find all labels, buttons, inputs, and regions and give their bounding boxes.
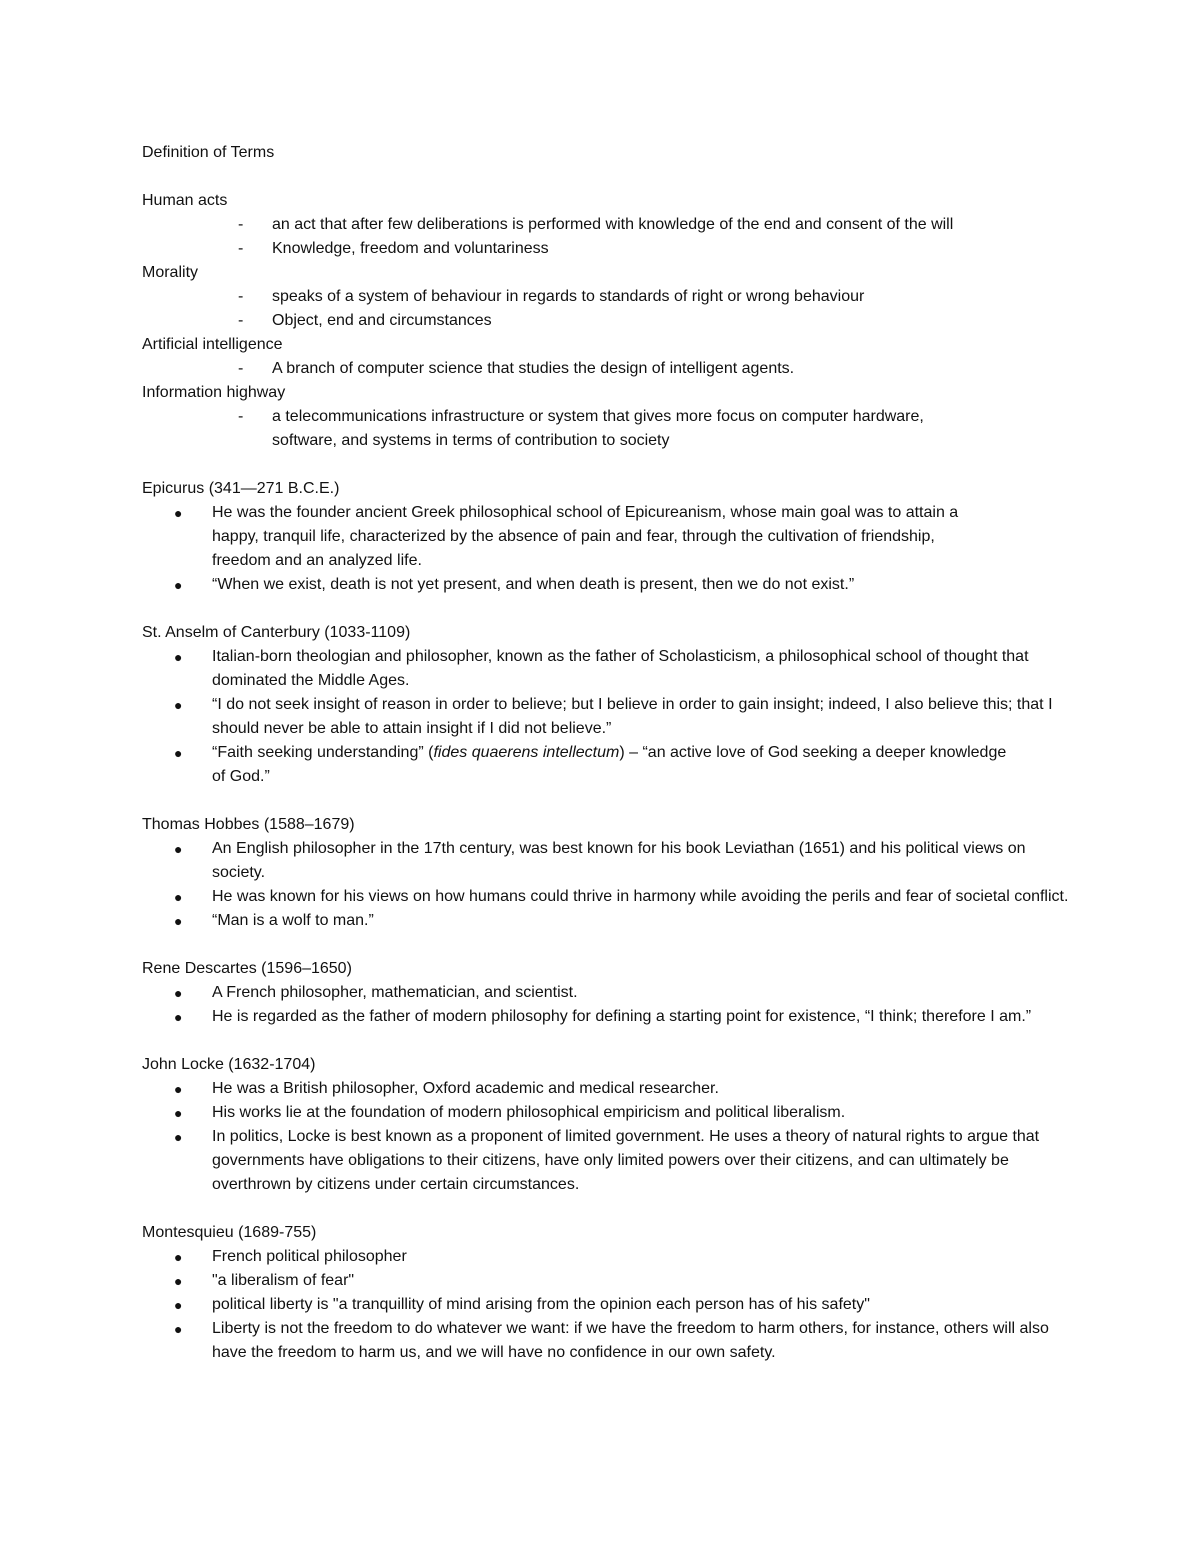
list-item <box>142 693 1072 741</box>
definition-text: Knowledge, freedom and voluntariness <box>272 240 549 257</box>
list-item <box>142 1101 1072 1125</box>
list-item <box>142 1125 1072 1197</box>
heading-montesquieu: Montesquieu (1689-755) <box>142 1224 317 1241</box>
bullet-marker: ● <box>174 1297 183 1313</box>
list-item <box>142 741 1072 789</box>
list-item-text: A French philosopher, mathematician, and scientist. <box>212 984 578 1001</box>
list-item-text: political liberty is "a tranquillity of mind arising from the opinion each person has of his safety" <box>212 1296 870 1313</box>
dash-marker: - <box>238 360 244 377</box>
definition-text: speaks of a system of behaviour in regards to standards of right or wrong behaviour <box>272 288 865 305</box>
heading-locke: John Locke (1632-1704) <box>142 1056 316 1073</box>
term-artificial-intelligence: Artificial intelligence <box>142 336 283 353</box>
dash-marker: - <box>238 240 244 257</box>
dash-marker: - <box>238 312 244 329</box>
bullet-marker: ● <box>174 1105 183 1121</box>
term-definition-list <box>142 405 1072 453</box>
quote-text: “When we exist, death is not yet present, and when death is present, then we do not exist.” <box>212 576 855 593</box>
bullet-marker: ● <box>174 1009 183 1025</box>
bullet-marker: ● <box>174 985 183 1001</box>
list-item-text: His works lie at the foundation of modern philosophical empiricism and political liberalism. <box>212 1104 846 1121</box>
list-item-text: Liberty is not the freedom to do whatever we want: if we have the freedom to harm others, for instance, others will also have the freedom to harm us, and we will have no confidence in our own safety. <box>212 1320 1049 1361</box>
list-item <box>142 1005 1072 1029</box>
anselm-points <box>142 645 1072 789</box>
bullet-marker: ● <box>174 577 183 593</box>
list-item-text: He is regarded as the father of modern philosophy for defining a starting point for existence, “I think; therefore I am.” <box>212 1008 1032 1025</box>
descartes-points <box>142 981 1072 1029</box>
epicurus-points <box>142 501 1072 597</box>
term-human-acts: Human acts <box>142 192 228 209</box>
definition-item <box>142 237 1072 261</box>
list-item-text: He was a British philosopher, Oxford academic and medical researcher. <box>212 1080 719 1097</box>
list-item <box>142 1077 1072 1101</box>
heading-epicurus: Epicurus (341—271 B.C.E.) <box>142 480 340 497</box>
bullet-marker: ● <box>174 697 183 713</box>
definition-item <box>142 213 1072 237</box>
list-item-text: He was the founder ancient Greek philosophical school of Epicureanism, whose main goal was to attain a happy, tranquil life, characterized by the absence of pain and fear, through the cultivation of friendship, freedom and an analyzed life. <box>212 504 959 569</box>
heading-descartes: Rene Descartes (1596–1650) <box>142 960 352 977</box>
dash-marker: - <box>238 216 244 233</box>
definition-item <box>142 309 1072 333</box>
list-item <box>142 885 1072 909</box>
bullet-marker: ● <box>174 1249 183 1265</box>
bullet-marker: ● <box>174 1081 183 1097</box>
dash-marker: - <box>238 408 244 425</box>
list-item <box>142 1317 1072 1365</box>
list-item-text: French political philosopher <box>212 1248 407 1265</box>
list-item <box>142 645 1072 693</box>
spacer <box>142 165 1072 189</box>
list-item <box>142 1269 1072 1293</box>
term-definition-list <box>142 357 1072 381</box>
list-item-text: An English philosopher in the 17th century, was best known for his book Leviathan (1651) and his political views on society. <box>212 840 1026 881</box>
term-information-highway: Information highway <box>142 384 286 401</box>
definition-text: an act that after few deliberations is performed with knowledge of the end and consent of the will <box>272 216 954 233</box>
faith-quote-before: “Faith seeking understanding” ( <box>212 744 434 761</box>
locke-points <box>142 1077 1072 1197</box>
bullet-marker: ● <box>174 841 183 857</box>
document-body <box>142 141 1072 1365</box>
list-item <box>142 981 1072 1005</box>
term-morality: Morality <box>142 264 199 281</box>
term-definition-list <box>142 285 1072 333</box>
list-item <box>142 573 1072 597</box>
document-title: Definition of Terms <box>142 144 275 161</box>
heading-anselm: St. Anselm of Canterbury (1033-1109) <box>142 624 411 641</box>
montesquieu-points <box>142 1245 1072 1365</box>
bullet-marker: ● <box>174 913 183 929</box>
bullet-marker: ● <box>174 889 183 905</box>
bullet-marker: ● <box>174 1273 183 1289</box>
definition-text: a telecommunications infrastructure or system that gives more focus on computer hardware, software, and systems in terms of contribution to society <box>272 408 924 449</box>
list-item-text: In politics, Locke is best known as a proponent of limited government. He uses a theory of natural rights to argue that governments have obligations to their citizens, have only limited powers over their citizens, and can ultimately be overthrown by citizens under certain circumstances. <box>212 1128 1040 1193</box>
list-item-text: Italian-born theologian and philosopher, known as the father of Scholasticism, a philosophical school of thought that dominated the Middle Ages. <box>212 648 1029 689</box>
quote-text: "a liberalism of fear" <box>212 1272 355 1289</box>
hobbes-points <box>142 837 1072 933</box>
quote-text: “Man is a wolf to man.” <box>212 912 374 929</box>
latin-phrase: fides quaerens intellectum <box>433 744 620 761</box>
bullet-marker: ● <box>174 505 183 521</box>
bullet-marker: ● <box>174 745 183 761</box>
quote-text: “I do not seek insight of reason in order to believe; but I believe in order to gain insight; indeed, I also believe this; that I should never be able to attain insight if I did not believe.” <box>212 696 1053 737</box>
list-item <box>142 1245 1072 1269</box>
list-item <box>142 501 1072 573</box>
definition-item <box>142 405 1072 453</box>
list-item <box>142 837 1072 885</box>
definition-item <box>142 285 1072 309</box>
bullet-marker: ● <box>174 1321 183 1337</box>
definition-item <box>142 357 1072 381</box>
dash-marker: - <box>238 288 244 305</box>
definition-text: A branch of computer science that studies the design of intelligent agents. <box>272 360 795 377</box>
term-definition-list <box>142 213 1072 261</box>
definition-text: Object, end and circumstances <box>272 312 492 329</box>
faith-quote-after: ) – “an active love of God seeking a deeper knowledge of God.” <box>212 744 1007 785</box>
bullet-marker: ● <box>174 649 183 665</box>
list-item <box>142 909 1072 933</box>
list-item-text: He was known for his views on how humans could thrive in harmony while avoiding the perils and fear of societal conflict. <box>212 888 1069 905</box>
list-item <box>142 1293 1072 1317</box>
heading-hobbes: Thomas Hobbes (1588–1679) <box>142 816 355 833</box>
bullet-marker: ● <box>174 1129 183 1145</box>
